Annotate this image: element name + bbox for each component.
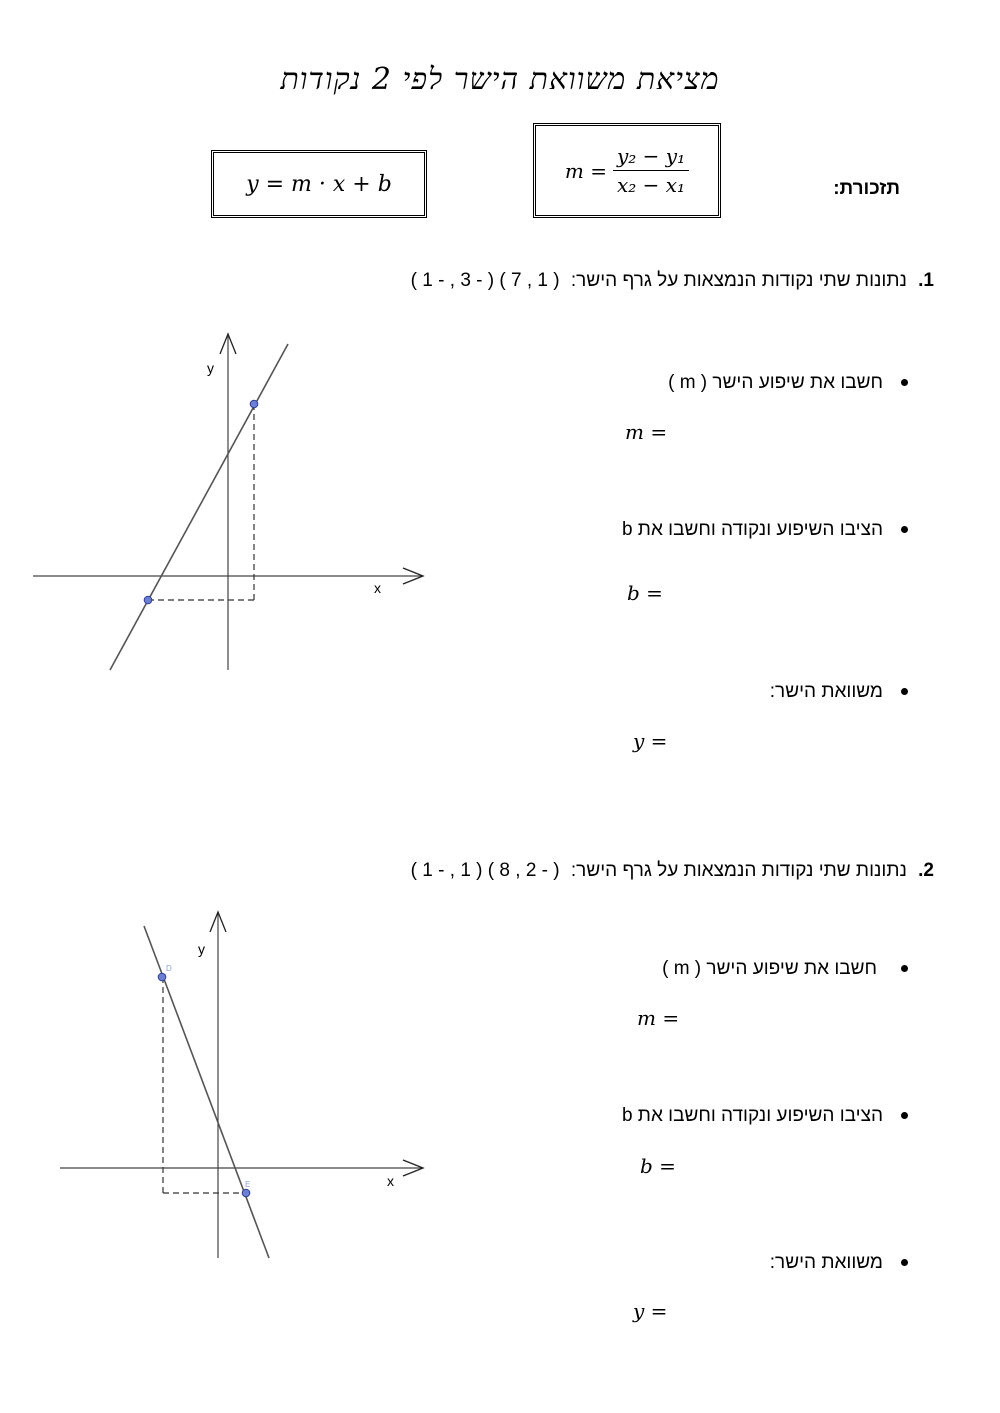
slope-numerator: y₂ − y₁ (613, 144, 689, 171)
question-1-line (411, 270, 934, 292)
q2-x-label: x (387, 1173, 394, 1189)
bullet-icon (901, 379, 908, 386)
question-2-line (411, 860, 934, 882)
q1-x-label: x (374, 580, 381, 596)
q2-task-b-text: הציבו השיפוע ונקודה וחשבו את b (621, 1105, 883, 1126)
q2-task-slope-text: חשבו את שיפוע הישר ( m ) (662, 958, 877, 979)
page-title: מציאת משוואת הישר לפי 2 נקודות (280, 62, 720, 97)
q1-point-top (250, 400, 258, 408)
q1-task-b (622, 519, 908, 541)
line-equation-formula: y = m · x + b (246, 171, 392, 197)
bullet-icon (901, 1112, 908, 1119)
q1-graph-line (110, 344, 288, 670)
question-1-text: נתונות שתי נקודות הנמצאות על גרף הישר: (570, 270, 907, 291)
q1-answer-b[interactable]: b = (627, 581, 663, 605)
bullet-icon (901, 1259, 908, 1266)
q2-answer-m[interactable]: m = (637, 1006, 680, 1030)
question-2-points: ( - 2 , 8 ) ( 1 , - 1 ) (410, 860, 560, 881)
bullet-icon (901, 526, 908, 533)
q1-task-slope (668, 372, 908, 394)
question-2-graph (55, 908, 430, 1263)
q1-answer-y[interactable]: y = (633, 729, 668, 753)
slope-formula-box (533, 123, 721, 218)
q1-y-label: y (207, 360, 214, 376)
q2-answer-y[interactable]: y = (633, 1299, 668, 1323)
q2-answer-b[interactable]: b = (640, 1154, 676, 1178)
q1-task-b-text: הציבו השיפוע ונקודה וחשבו את b (621, 519, 883, 540)
question-2-text: נתונות שתי נקודות הנמצאות על גרף הישר: (570, 860, 907, 881)
question-1-number: 1. (918, 270, 934, 291)
q1-answer-m[interactable]: m = (625, 420, 668, 444)
q2-point-top (158, 973, 166, 981)
q1-task-slope-text: חשבו את שיפוע הישר ( m ) (668, 372, 883, 393)
q2-point-top-label: D (166, 964, 172, 973)
q2-task-eq-text: משוואת הישר: (769, 1252, 883, 1273)
q2-point-bottom-label: E (245, 1180, 251, 1189)
q1-task-eq (770, 681, 908, 703)
slope-formula-lhs: m = (564, 158, 607, 183)
bullet-icon (901, 965, 908, 972)
question-1-points: ( 1 , 7 ) ( - 3 , - 1 ) (410, 270, 560, 291)
slope-denominator: x₂ − x₁ (617, 173, 686, 197)
q2-task-slope (662, 958, 908, 980)
slope-fraction (613, 144, 689, 197)
q2-point-bottom (242, 1189, 250, 1197)
q1-point-bottom (144, 596, 152, 604)
question-2-number: 2. (918, 860, 934, 881)
q2-task-eq (770, 1252, 908, 1274)
question-1-graph (30, 330, 430, 675)
q1-task-eq-text: משוואת הישר: (769, 681, 883, 702)
q2-y-label: y (198, 941, 205, 957)
line-equation-box (211, 150, 427, 218)
q2-task-b (622, 1105, 908, 1127)
reminder-label: תזכורת: (833, 178, 900, 199)
bullet-icon (901, 688, 908, 695)
